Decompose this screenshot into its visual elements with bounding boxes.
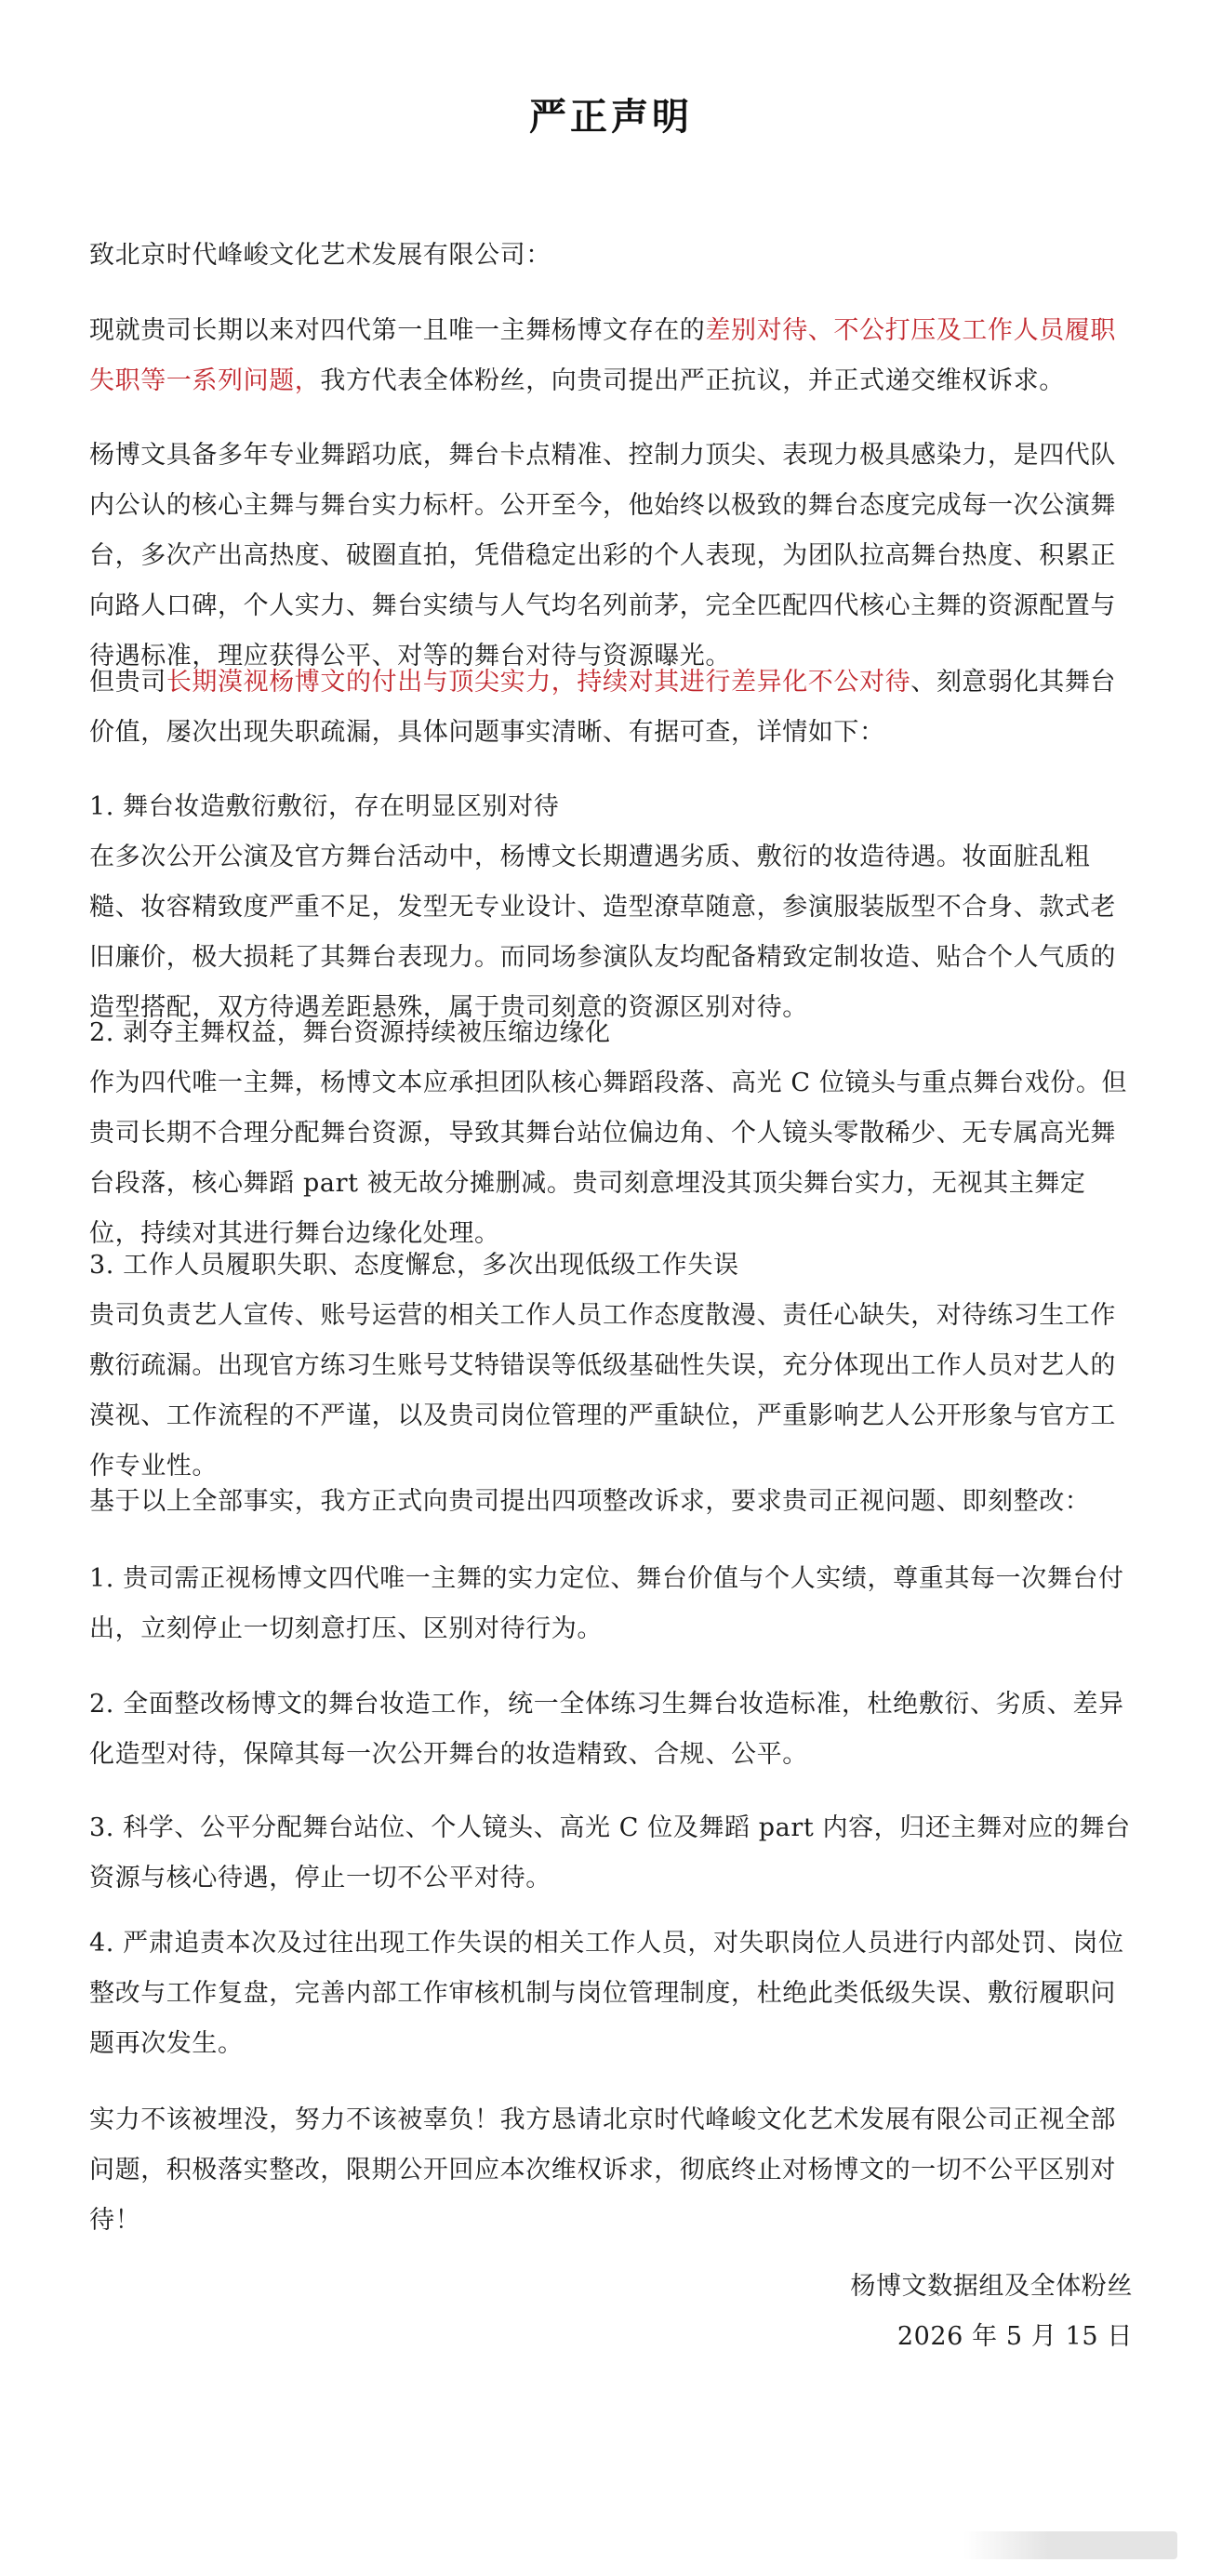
issue-2-body: 作为四代唯一主舞，杨博文本应承担团队核心舞蹈段落、高光 C 位镜头与重点舞台戏份。但贵司长期不合理分配舞台资源，导致其舞台站位偏边角、个人镜头零散稀少、无专属高光舞台段落，核心舞蹈 part 被无故分摊删减。贵司刻意埋没其顶尖舞台实力，无视其主舞定位，持续对其进行舞台边缘化处理。 (89, 1069, 1128, 1248)
problems-intro-paragraph (89, 657, 1133, 758)
intro-text-after: 我方代表全体粉丝，向贵司提出严正抗议，并正式递交维权诉求。 (320, 366, 1065, 395)
demand-2: 2. 全面整改杨博文的舞台妆造工作，统一全体练习生舞台妆造标准，杜绝敷衍、劣质、差异化造型对待，保障其每一次公开舞台的妆造精致、合规、公平。 (89, 1690, 1124, 1769)
problems-intro-before: 但贵司 (89, 668, 166, 697)
issue-2-heading: 2. 剥夺主舞权益，舞台资源持续被压缩边缘化 (89, 1018, 611, 1047)
background-paragraph: 杨博文具备多年专业舞蹈功底，舞台卡点精准、控制力顶尖、表现力极具感染力，是四代队内公认的核心主舞与舞台实力标杆。公开至今，他始终以极致的舞台态度完成每一次公演舞台，多次产出高热度、破圈直拍，凭借稳定出彩的个人表现，为团队拉高舞台热度、积累正向路人口碑，个人实力、舞台实绩与人气均名列前茅，完全匹配四代核心主舞的资源配置与待遇标准，理应获得公平、对等的舞台对待与资源曝光。 (89, 441, 1116, 671)
intro-paragraph (89, 306, 1133, 406)
salutation: 致北京时代峰峻文化艺术发展有限公司： (89, 241, 551, 270)
issue-1-body: 在多次公开公演及官方舞台活动中，杨博文长期遭遇劣质、敷衍的妆造待遇。妆面脏乱粗糙、妆容精致度严重不足，发型无专业设计、造型潦草随意，参演服装版型不合身、款式老旧廉价，极大损耗了其舞台表现力。而同场参演队友均配备精致定制妆造、贴合个人气质的造型搭配，双方待遇差距悬殊，属于贵司刻意的资源区别对待。 (89, 843, 1116, 1022)
issue-1-heading: 1. 舞台妆造敷衍敷衍，存在明显区别对待 (89, 792, 560, 821)
issue-3-body: 贵司负责艺人宣传、账号运营的相关工作人员工作态度散漫、责任心缺失，对待练习生工作敷衍疏漏。出现官方练习生账号艾特错误等低级基础性失误，充分体现出工作人员对艺人的漠视、工作流程的不严谨，以及贵司岗位管理的严重缺位，严重影响艺人公开形象与官方工作专业性。 (89, 1301, 1116, 1481)
signature-date: 2026 年 5 月 15 日 (897, 2322, 1133, 2351)
document-title: 严正声明 (529, 96, 693, 139)
signature: 杨博文数据组及全体粉丝 (850, 2272, 1133, 2301)
watermark-strip (963, 2531, 1177, 2559)
issue-1 (89, 782, 1133, 1033)
demand-1: 1. 贵司需正视杨博文四代唯一主舞的实力定位、舞台价值与个人实绩，尊重其每一次舞台付出，立刻停止一切刻意打压、区别对待行为。 (89, 1564, 1124, 1643)
problems-intro-after: 、刻意弱化其舞台价值，屡次出现失职疏漏，具体问题事实清晰、有据可查，详情如下： (89, 668, 1117, 747)
demand-3: 3. 科学、公平分配舞台站位、个人镜头、高光 C 位及舞蹈 part 内容，归还主舞对应的舞台资源与核心待遇，停止一切不公平对待。 (89, 1813, 1131, 1892)
issue-3-heading: 3. 工作人员履职失职、态度懈怠，多次出现低级工作失误 (89, 1251, 739, 1280)
problems-intro-highlight: 长期漠视杨博文的付出与顶尖实力，持续对其进行差异化不公对待 (166, 668, 911, 697)
issue-3 (89, 1241, 1133, 1492)
issue-2 (89, 1008, 1133, 1259)
intro-highlight: 差别对待、不公打压及工作人员履职失职等一系列问题， (89, 316, 1117, 395)
demands-intro: 基于以上全部事实，我方正式向贵司提出四项整改诉求，要求贵司正视问题、即刻整改： (89, 1487, 1091, 1516)
closing-paragraph: 实力不该被埋没，努力不该被辜负！我方恳请北京时代峰峻文化艺术发展有限公司正视全部问题，积极落实整改，限期公开回应本次维权诉求，彻底终止对杨博文的一切不公平区别对待！ (89, 2105, 1116, 2235)
intro-text-before: 现就贵司长期以来对四代第一且唯一主舞杨博文存在的 (89, 316, 706, 345)
demand-4: 4. 严肃追责本次及过往出现工作失误的相关工作人员，对失职岗位人员进行内部处罚、岗位整改与工作复盘，完善内部工作审核机制与岗位管理制度，杜绝此类低级失误、敷衍履职问题再次发生。 (89, 1929, 1124, 2058)
